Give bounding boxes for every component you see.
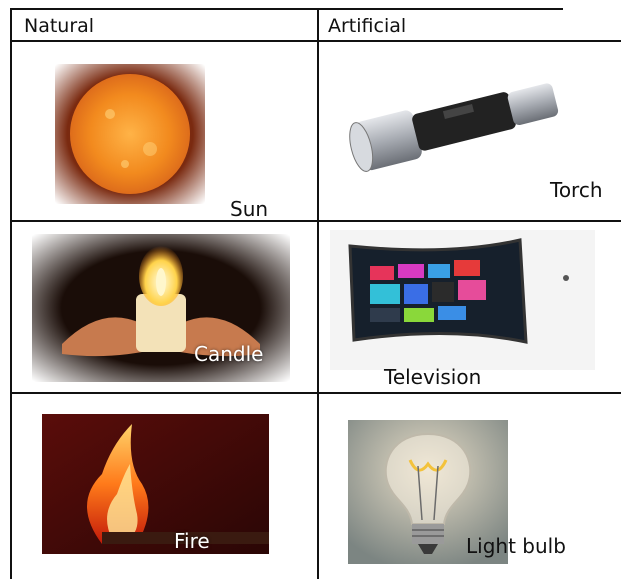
table-row-divider-2 <box>10 392 621 394</box>
table-row-divider-1 <box>10 220 621 222</box>
table-left-border <box>10 8 12 579</box>
column-header-artificial: Artificial <box>328 15 407 37</box>
sources-table <box>10 8 621 579</box>
light-bulb-label: Light bulb <box>466 534 566 558</box>
sun-label: Sun <box>230 197 269 221</box>
table-column-divider <box>317 8 319 579</box>
table-top-border <box>10 8 563 10</box>
television-label: Television <box>384 365 482 389</box>
sun-icon <box>55 64 205 204</box>
torch-icon <box>335 58 580 178</box>
television-icon <box>330 230 595 370</box>
torch-label: Torch <box>550 178 603 202</box>
table-header-divider <box>10 40 621 42</box>
fire-label: Fire <box>174 529 210 553</box>
fire-icon <box>42 414 269 554</box>
candle-label: Candle <box>194 342 264 366</box>
column-header-natural: Natural <box>24 15 95 37</box>
